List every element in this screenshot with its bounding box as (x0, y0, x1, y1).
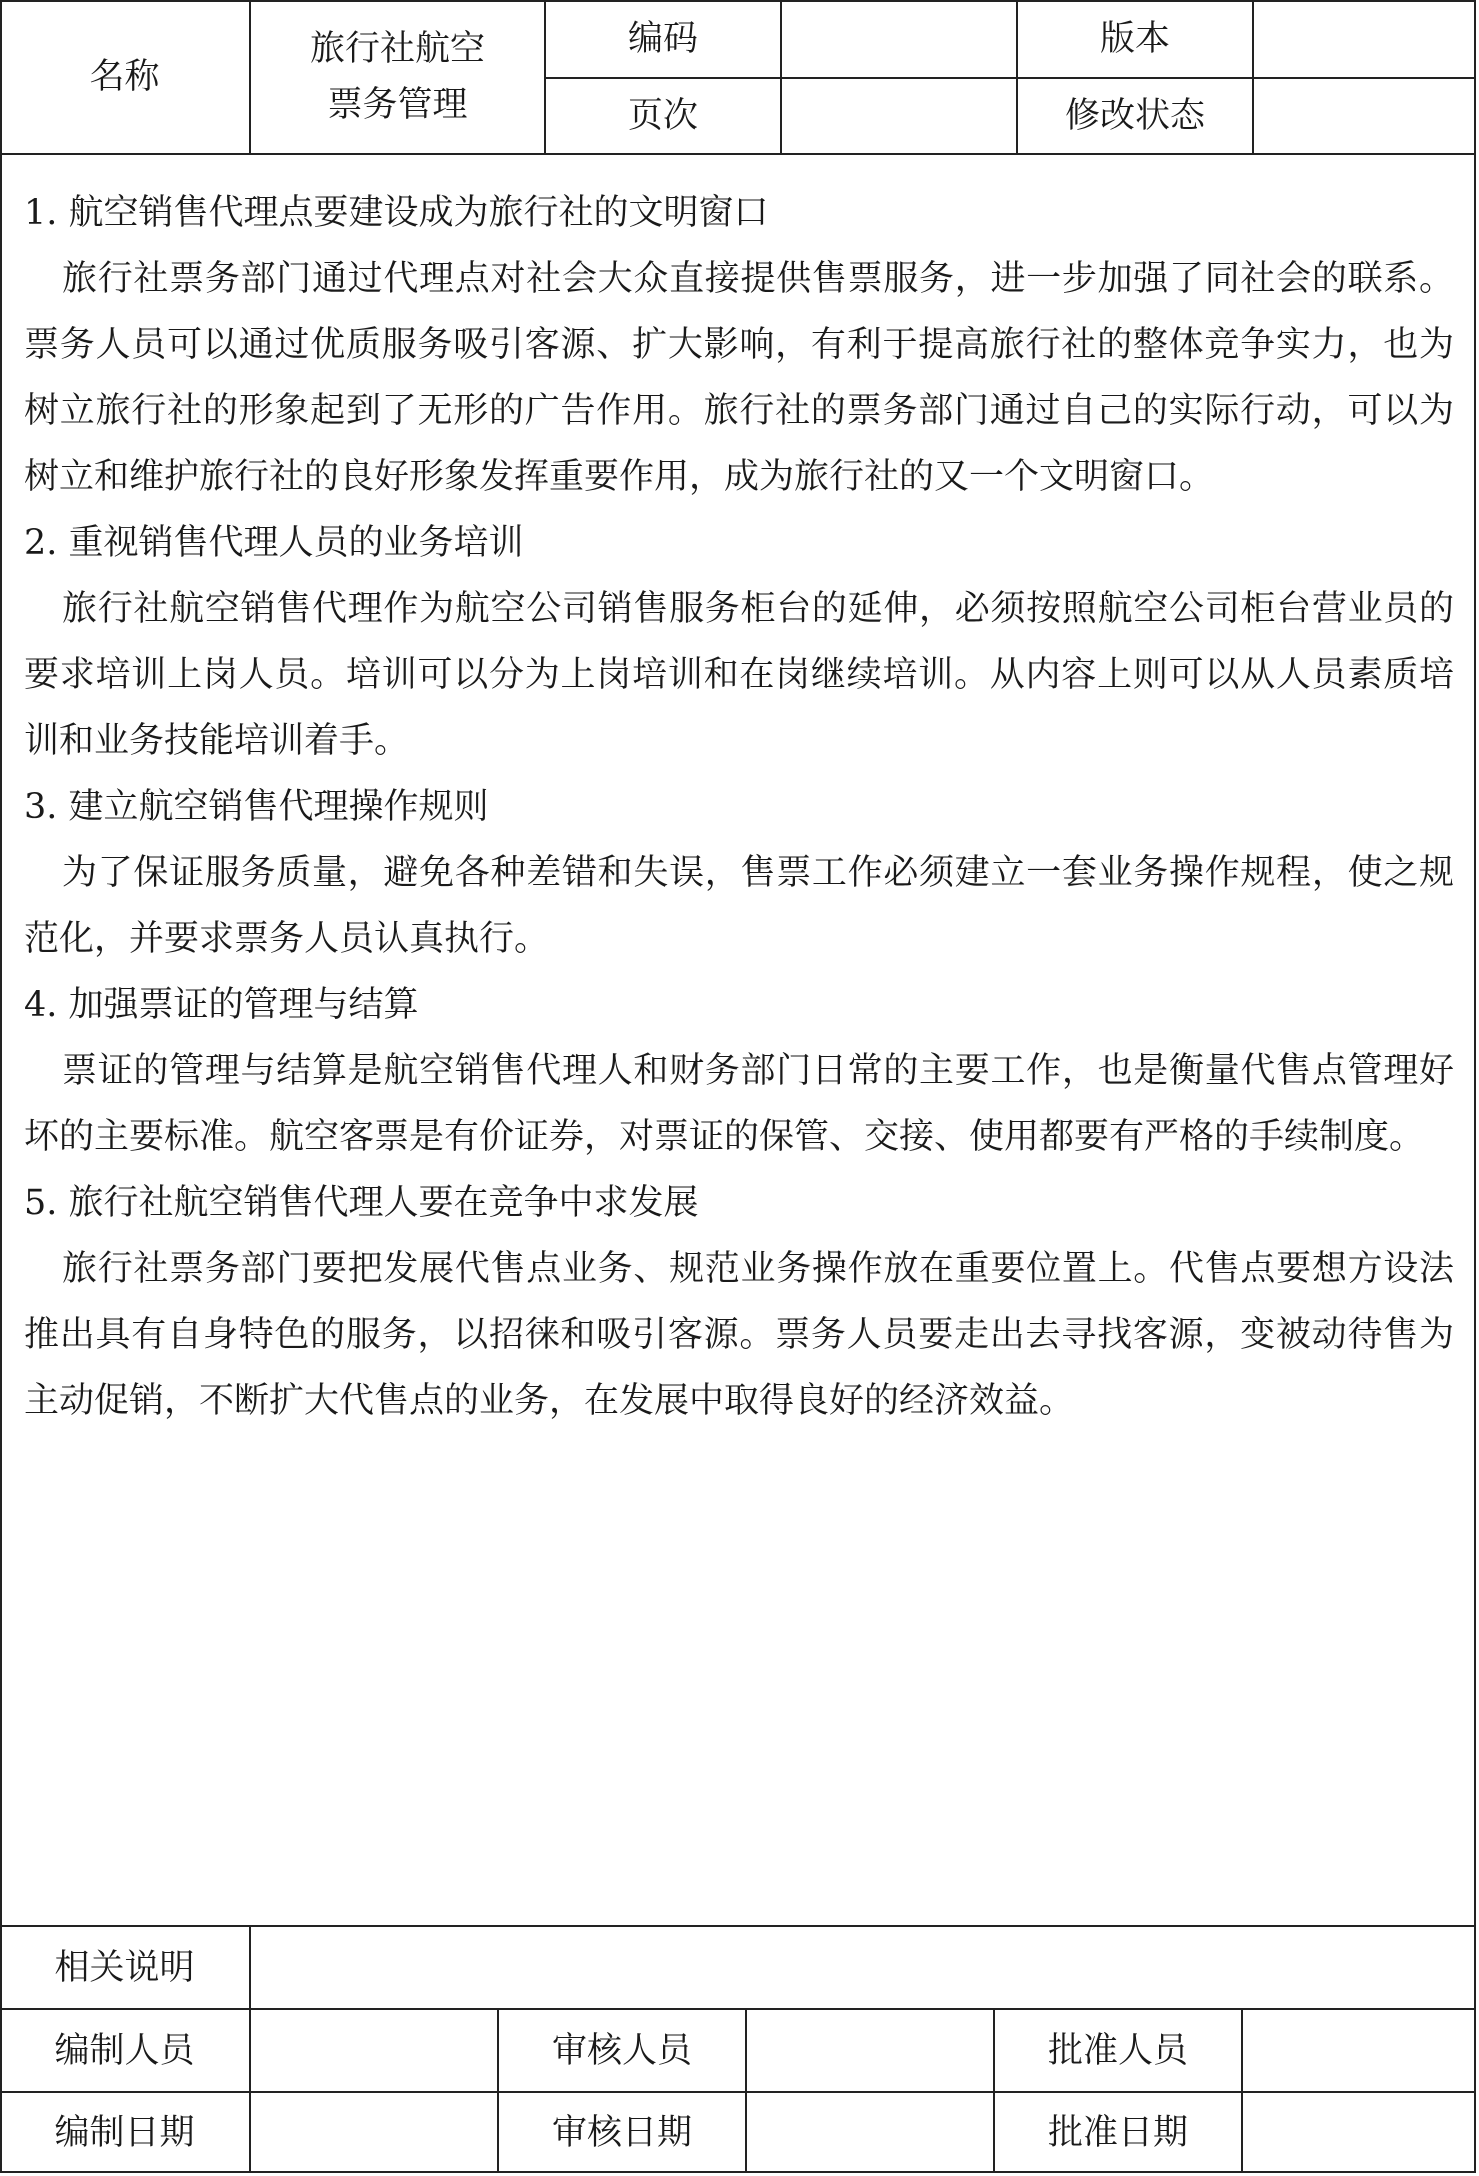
page-label: 页次 (627, 96, 698, 136)
name-value-line1: 旅行社航空 (309, 28, 485, 69)
reviewer-value[interactable] (747, 2010, 993, 2091)
section-paragraph-5: 旅行社票务部门要把发展代售点业务、规范业务操作放在重要位置上。代售点要想方设法推出具有自身特色的服务，以招徕和吸引客源。票务人员要走出去寻找客源，变被动待售为主动促销，不断扩大代售点的业务，在发展中取得良好的经济效益。 (24, 1249, 1454, 1421)
version-label: 版本 (1099, 18, 1170, 59)
approver-value[interactable] (1243, 2010, 1476, 2091)
name-value (251, 0, 544, 153)
name-label: 名称 (89, 56, 160, 97)
approver-label: 批准人员 (1047, 2030, 1188, 2071)
section-paragraph-2: 旅行社航空销售代理作为航空公司销售服务柜台的延伸，必须按照航空公司柜台营业员的要求培训上岗人员。培训可以分为上岗培训和在岗继续培训。从内容上则可以从人员素质培训和业务技能培训着手。 (24, 589, 1454, 761)
section-paragraph-4: 票证的管理与结算是航空销售代理人和财务部门日常的主要工作，也是衡量代售点管理好坏的主要标准。航空客票是有价证券，对票证的保管、交接、使用都要有严格的手续制度。 (24, 1051, 1454, 1157)
compiler-value[interactable] (251, 2010, 497, 2091)
compile-date-label: 编制日期 (54, 2113, 195, 2153)
revision-value[interactable] (1254, 79, 1476, 153)
notes-value[interactable] (251, 1927, 1476, 2008)
section-heading-2: 2. 重视销售代理人员的业务培训 (24, 523, 524, 563)
compile-date-value[interactable] (251, 2093, 497, 2173)
notes-label: 相关说明 (54, 1947, 195, 1988)
section-paragraph-1: 旅行社票务部门通过代理点对社会大众直接提供售票服务，进一步加强了同社会的联系。票务人员可以通过优质服务吸引客源、扩大影响，有利于提高旅行社的整体竞争实力，也为树立旅行社的形象起到了无形的广告作用。旅行社的票务部门通过自己的实际行动，可以为树立和维护旅行社的良好形象发挥重要作用，成为旅行社的又一个文明窗口。 (24, 259, 1454, 497)
revision-label: 修改状态 (1064, 96, 1205, 136)
review-date-value[interactable] (747, 2093, 993, 2173)
document-body (24, 180, 1454, 1434)
code-value[interactable] (782, 0, 1016, 77)
section-heading-4: 4. 加强票证的管理与结算 (24, 985, 419, 1025)
code-label: 编码 (627, 18, 698, 59)
name-value-line2: 票务管理 (327, 84, 468, 125)
approve-date-label: 批准日期 (1047, 2113, 1188, 2153)
section-paragraph-3: 为了保证服务质量，避免各种差错和失误，售票工作必须建立一套业务操作规程，使之规范化，并要求票务人员认真执行。 (24, 853, 1454, 959)
version-value[interactable] (1254, 0, 1476, 77)
section-heading-1: 1. 航空销售代理点要建设成为旅行社的文明窗口 (24, 193, 769, 233)
reviewer-label: 审核人员 (551, 2030, 692, 2071)
section-heading-3: 3. 建立航空销售代理操作规则 (24, 787, 489, 827)
review-date-label: 审核日期 (551, 2113, 692, 2153)
approve-date-value[interactable] (1243, 2093, 1476, 2173)
section-heading-5: 5. 旅行社航空销售代理人要在竞争中求发展 (24, 1183, 699, 1223)
header-bottom-line (0, 153, 1476, 155)
page-value[interactable] (782, 79, 1016, 153)
compiler-label: 编制人员 (54, 2030, 195, 2071)
